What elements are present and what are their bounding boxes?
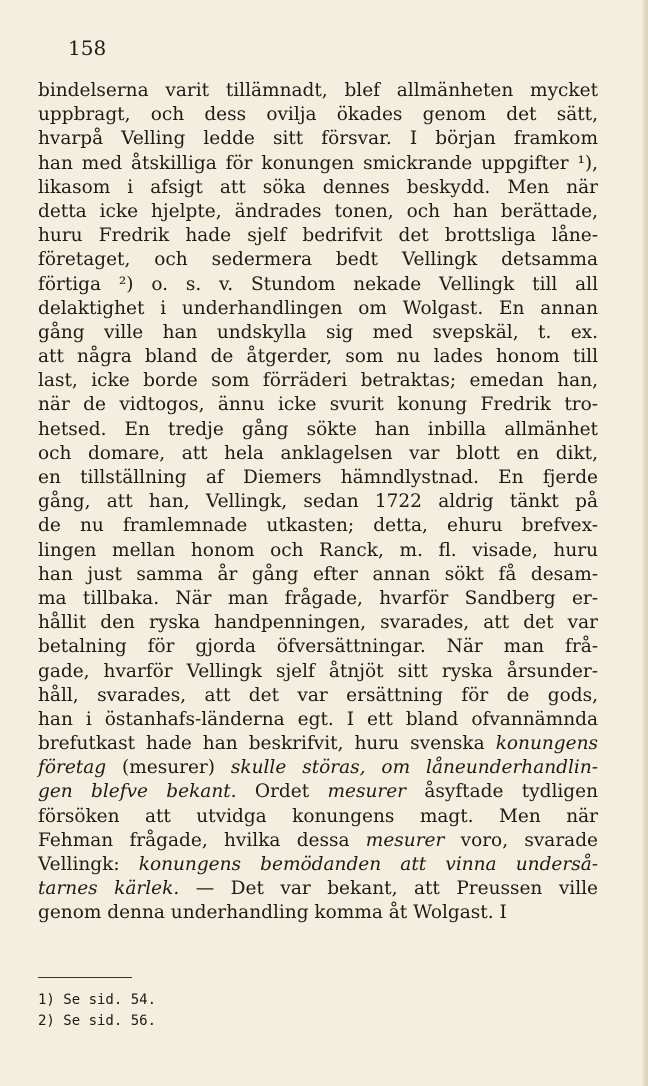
text-segment: voro, svarade	[444, 829, 598, 851]
text-line	[38, 200, 598, 224]
text-line	[38, 684, 598, 708]
text-segment: delaktighet i underhandlingen om Wolgast. En annan	[38, 297, 598, 319]
italic-text: skulle störas, om låneunderhandlin-	[230, 757, 598, 779]
italic-text: företag	[38, 757, 107, 779]
text-line	[38, 901, 598, 925]
text-segment: (mesurer)	[106, 757, 231, 779]
text-line	[38, 127, 598, 151]
text-line	[38, 829, 598, 853]
italic-text: mesurer	[327, 781, 407, 803]
text-segment: han med åtskilliga för konungen smickrande uppgifter ¹),	[38, 152, 598, 174]
text-line	[38, 393, 598, 417]
text-line	[38, 877, 598, 901]
text-segment: — Det var bekant, att Preussen ville	[179, 878, 598, 900]
text-segment: detta icke hjelpte, ändrades tonen, och han berättade,	[38, 200, 598, 222]
text-segment: Vellingk:	[38, 854, 139, 875]
text-segment: gång, att han, Vellingk, sedan 1722 aldrig tänkt på	[38, 491, 598, 513]
text-line	[38, 587, 598, 611]
text-segment: ma tillbaka. När man frågade, hvarför Sandberg er-	[38, 587, 598, 609]
text-segment: han i östanhafs-länderna egt. I ett bland ofvannämnda	[38, 708, 598, 730]
text-line	[38, 466, 598, 490]
text-segment: förtiga ²) o. s. v. Stundom nekade Vellingk till all	[38, 273, 598, 295]
text-line	[38, 273, 598, 297]
text-segment: likasom i afsigt att söka dennes beskydd. Men när	[38, 176, 598, 198]
footnote-divider	[38, 977, 132, 978]
text-segment: hvarpå Velling ledde sitt försvar. I början framkom	[38, 128, 598, 150]
text-segment: gång ville han undskylla sig med svepskäl, t. ex.	[38, 321, 598, 343]
text-line	[38, 611, 598, 635]
footnotes	[38, 990, 156, 1032]
text-segment: när de vidtogos, ännu icke svurit konung Fredrik tro-	[38, 394, 598, 416]
page-number: 158	[68, 36, 107, 60]
text-line	[38, 805, 598, 829]
text-line	[38, 732, 598, 756]
text-segment: hetsed. En tredje gång sökte han inbilla allmänhet	[38, 418, 598, 440]
text-line	[38, 660, 598, 684]
text-line	[38, 176, 598, 200]
italic-text: gen blefve bekant.	[38, 781, 237, 803]
text-line	[38, 248, 598, 272]
text-line	[38, 152, 598, 176]
italic-text: mesurer	[365, 829, 445, 851]
text-line	[38, 780, 598, 804]
footnote: 2) Se sid. 56.	[38, 1013, 157, 1029]
text-segment: Fehman frågade, hvilka dessa	[38, 829, 366, 851]
text-segment: betalning för gjorda öfversättningar. När man frå-	[38, 636, 598, 658]
body-text	[38, 79, 598, 926]
text-segment: lingen mellan honom och Ranck, m. fl. visade, huru	[38, 539, 598, 561]
text-line	[38, 224, 598, 248]
text-line	[38, 756, 598, 780]
text-line	[38, 369, 598, 393]
italic-text: konungens bemödanden att vinna underså-	[138, 854, 598, 875]
text-line	[38, 418, 598, 442]
italic-text: konungens	[495, 733, 598, 755]
text-segment: huru Fredrik hade sjelf bedrifvit det brottsliga låne-	[38, 225, 598, 247]
text-segment: och domare, att hela anklagelsen var blott en dikt,	[38, 442, 598, 464]
text-segment: hållit den ryska handpenningen, svarades, att det var	[38, 612, 598, 634]
text-segment: försöken att utvidga konungens magt. Men när	[38, 805, 598, 827]
text-line	[38, 853, 598, 877]
text-segment: bindelserna varit tillämnadt, blef allmänheten mycket	[38, 80, 598, 101]
text-segment: att några bland de åtgerder, som nu lades honom till	[38, 346, 598, 368]
italic-text: tarnes kärlek.	[38, 878, 180, 900]
text-segment: Ordet	[236, 781, 328, 803]
text-segment: åsyftade tydligen	[406, 781, 599, 803]
text-segment: genom denna underhandling komma åt Wolgast. I	[38, 902, 507, 924]
text-line	[38, 635, 598, 659]
text-segment: gade, hvarför Vellingk sjelf åtnjöt sitt ryska årsunder-	[38, 660, 598, 682]
text-line	[38, 103, 598, 127]
text-segment: en tillställning af Diemers hämndlystnad. En fjerde	[38, 467, 598, 488]
text-line	[38, 297, 598, 321]
text-segment: håll, svarades, att det var ersättning för de gods,	[38, 684, 598, 706]
text-line	[38, 708, 598, 732]
text-line	[38, 563, 598, 587]
text-segment: last, icke borde som förräderi betraktas; emedan han,	[38, 370, 598, 392]
text-line	[38, 442, 598, 466]
text-segment: de nu framlemnade utkasten; detta, ehuru brefvex-	[38, 515, 598, 537]
text-segment: uppbragt, och dess ovilja ökades genom det sätt,	[38, 104, 598, 126]
text-line	[38, 514, 598, 538]
text-segment: han just samma år gång efter annan sökt få desam-	[38, 563, 598, 585]
text-line	[38, 539, 598, 563]
text-line	[38, 490, 598, 514]
text-line	[38, 345, 598, 369]
text-segment: företaget, och sedermera bedt Vellingk detsamma	[38, 249, 598, 271]
text-segment: brefutkast hade han beskrifvit, huru svenska	[38, 733, 496, 755]
text-line	[38, 321, 598, 345]
page-edge	[642, 0, 648, 1086]
footnote: 1) Se sid. 54.	[38, 992, 157, 1008]
text-line	[38, 79, 598, 103]
